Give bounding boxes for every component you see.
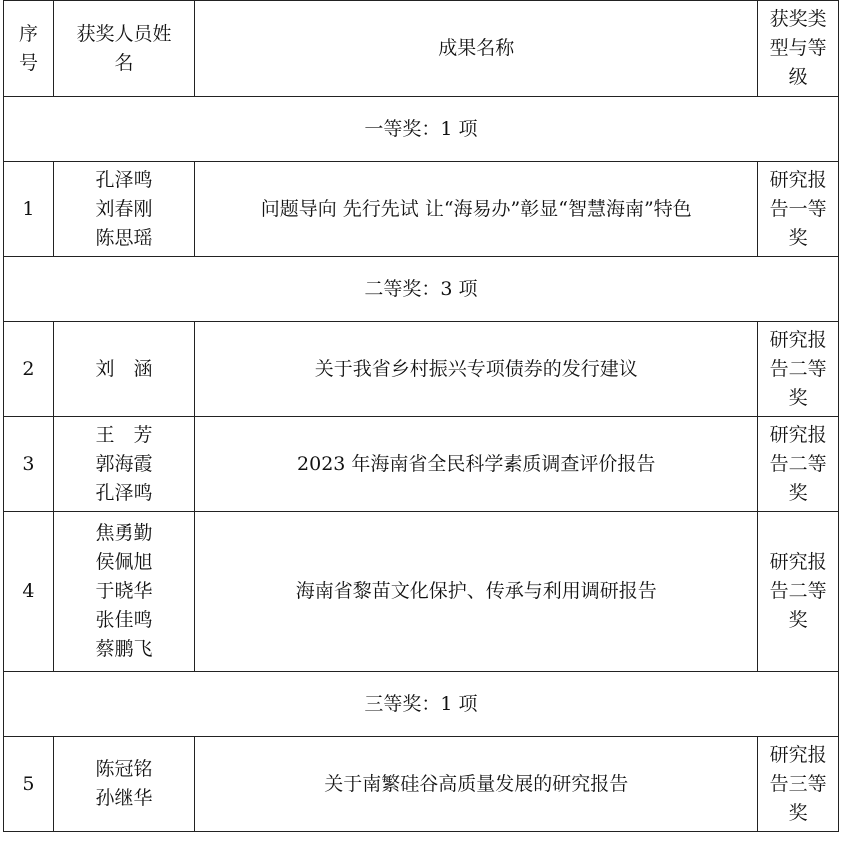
award-level-row-third <box>4 672 839 737</box>
award-level-label: 二等奖：3 项 <box>4 257 839 322</box>
header-serial-number-line: 号 <box>18 51 38 74</box>
award-level-label: 一等奖：1 项 <box>4 97 839 162</box>
achievement-title-cell: 海南省黎苗文化保护、传承与利用调研报告 <box>195 512 758 672</box>
award-type-cell <box>758 417 839 512</box>
serial-number-cell: 2 <box>4 322 54 417</box>
award-type-line: 奖 <box>788 481 808 504</box>
award-type-cell <box>758 322 839 417</box>
header-award-type-line: 获奖类 <box>769 8 827 30</box>
awards-table <box>3 0 839 832</box>
award-type-line: 奖 <box>788 801 808 824</box>
header-award-type-line: 型与等 <box>769 37 827 59</box>
header-row <box>4 1 839 97</box>
header-serial-number-line: 序 <box>18 22 38 45</box>
awardee-name: 孔泽鸣 <box>95 168 153 191</box>
header-achievement-title: 成果名称 <box>195 1 758 97</box>
award-type-line: 奖 <box>788 226 808 249</box>
awardee-name: 孙继华 <box>95 787 153 809</box>
header-award-type-line: 级 <box>788 66 808 88</box>
award-level-row-first <box>4 97 839 162</box>
awardee-names-cell <box>53 417 194 512</box>
award-type-line: 告二等 <box>769 580 827 602</box>
award-type-line: 奖 <box>788 386 808 409</box>
header-awardee-names <box>53 1 194 97</box>
awardee-name: 陈冠铭 <box>95 758 153 780</box>
achievement-title-cell: 2023 年海南省全民科学素质调查评价报告 <box>195 417 758 512</box>
table-row <box>4 162 839 257</box>
header-award-type <box>758 1 839 97</box>
award-type-line: 奖 <box>788 609 808 631</box>
achievement-title-cell: 关于南繁硅谷高质量发展的研究报告 <box>195 737 758 832</box>
award-type-line: 告二等 <box>769 452 827 475</box>
table-row <box>4 737 839 832</box>
award-type-line: 告一等 <box>769 197 827 220</box>
awardee-name: 刘春刚 <box>95 197 153 220</box>
award-type-cell <box>758 737 839 832</box>
award-level-label: 三等奖：1 项 <box>4 672 839 737</box>
awardee-name: 郭海霞 <box>95 452 153 475</box>
serial-number-cell: 3 <box>4 417 54 512</box>
award-type-cell <box>758 162 839 257</box>
awardee-name: 张佳鸣 <box>95 609 153 631</box>
award-type-line: 研究报 <box>769 423 827 446</box>
awardee-names-cell <box>53 162 194 257</box>
table-row <box>4 417 839 512</box>
awardee-name: 焦勇勤 <box>95 522 153 544</box>
awardee-name: 王 芳 <box>95 423 153 446</box>
achievement-title-cell: 问题导向 先行先试 让“海易办”彰显“智慧海南”特色 <box>195 162 758 257</box>
awardee-name: 陈思瑶 <box>95 226 153 249</box>
awardee-names-cell <box>53 322 194 417</box>
header-awardee-names-line: 获奖人员姓 <box>76 22 172 45</box>
awardee-name: 侯佩旭 <box>95 551 153 573</box>
award-level-row-second <box>4 257 839 322</box>
serial-number-cell: 1 <box>4 162 54 257</box>
table-row <box>4 512 839 672</box>
award-type-line: 告二等 <box>769 357 827 380</box>
serial-number-cell: 5 <box>4 737 54 832</box>
awardee-names-cell <box>53 512 194 672</box>
award-type-line: 研究报 <box>769 168 827 191</box>
header-serial-number <box>4 1 54 97</box>
awardee-name: 于晓华 <box>95 580 153 602</box>
awardee-name: 蔡鹏飞 <box>95 638 153 660</box>
table-row <box>4 322 839 417</box>
awardee-names-cell <box>53 737 194 832</box>
serial-number-cell: 4 <box>4 512 54 672</box>
award-type-line: 研究报 <box>769 328 827 351</box>
award-type-line: 研究报 <box>769 743 827 766</box>
awardee-name: 孔泽鸣 <box>95 481 153 504</box>
award-type-line: 研究报 <box>769 551 827 573</box>
award-type-cell <box>758 512 839 672</box>
header-awardee-names-line: 名 <box>114 51 134 74</box>
award-type-line: 告三等 <box>769 772 827 795</box>
achievement-title-cell: 关于我省乡村振兴专项债券的发行建议 <box>195 322 758 417</box>
awardee-name: 刘 涵 <box>95 357 153 380</box>
